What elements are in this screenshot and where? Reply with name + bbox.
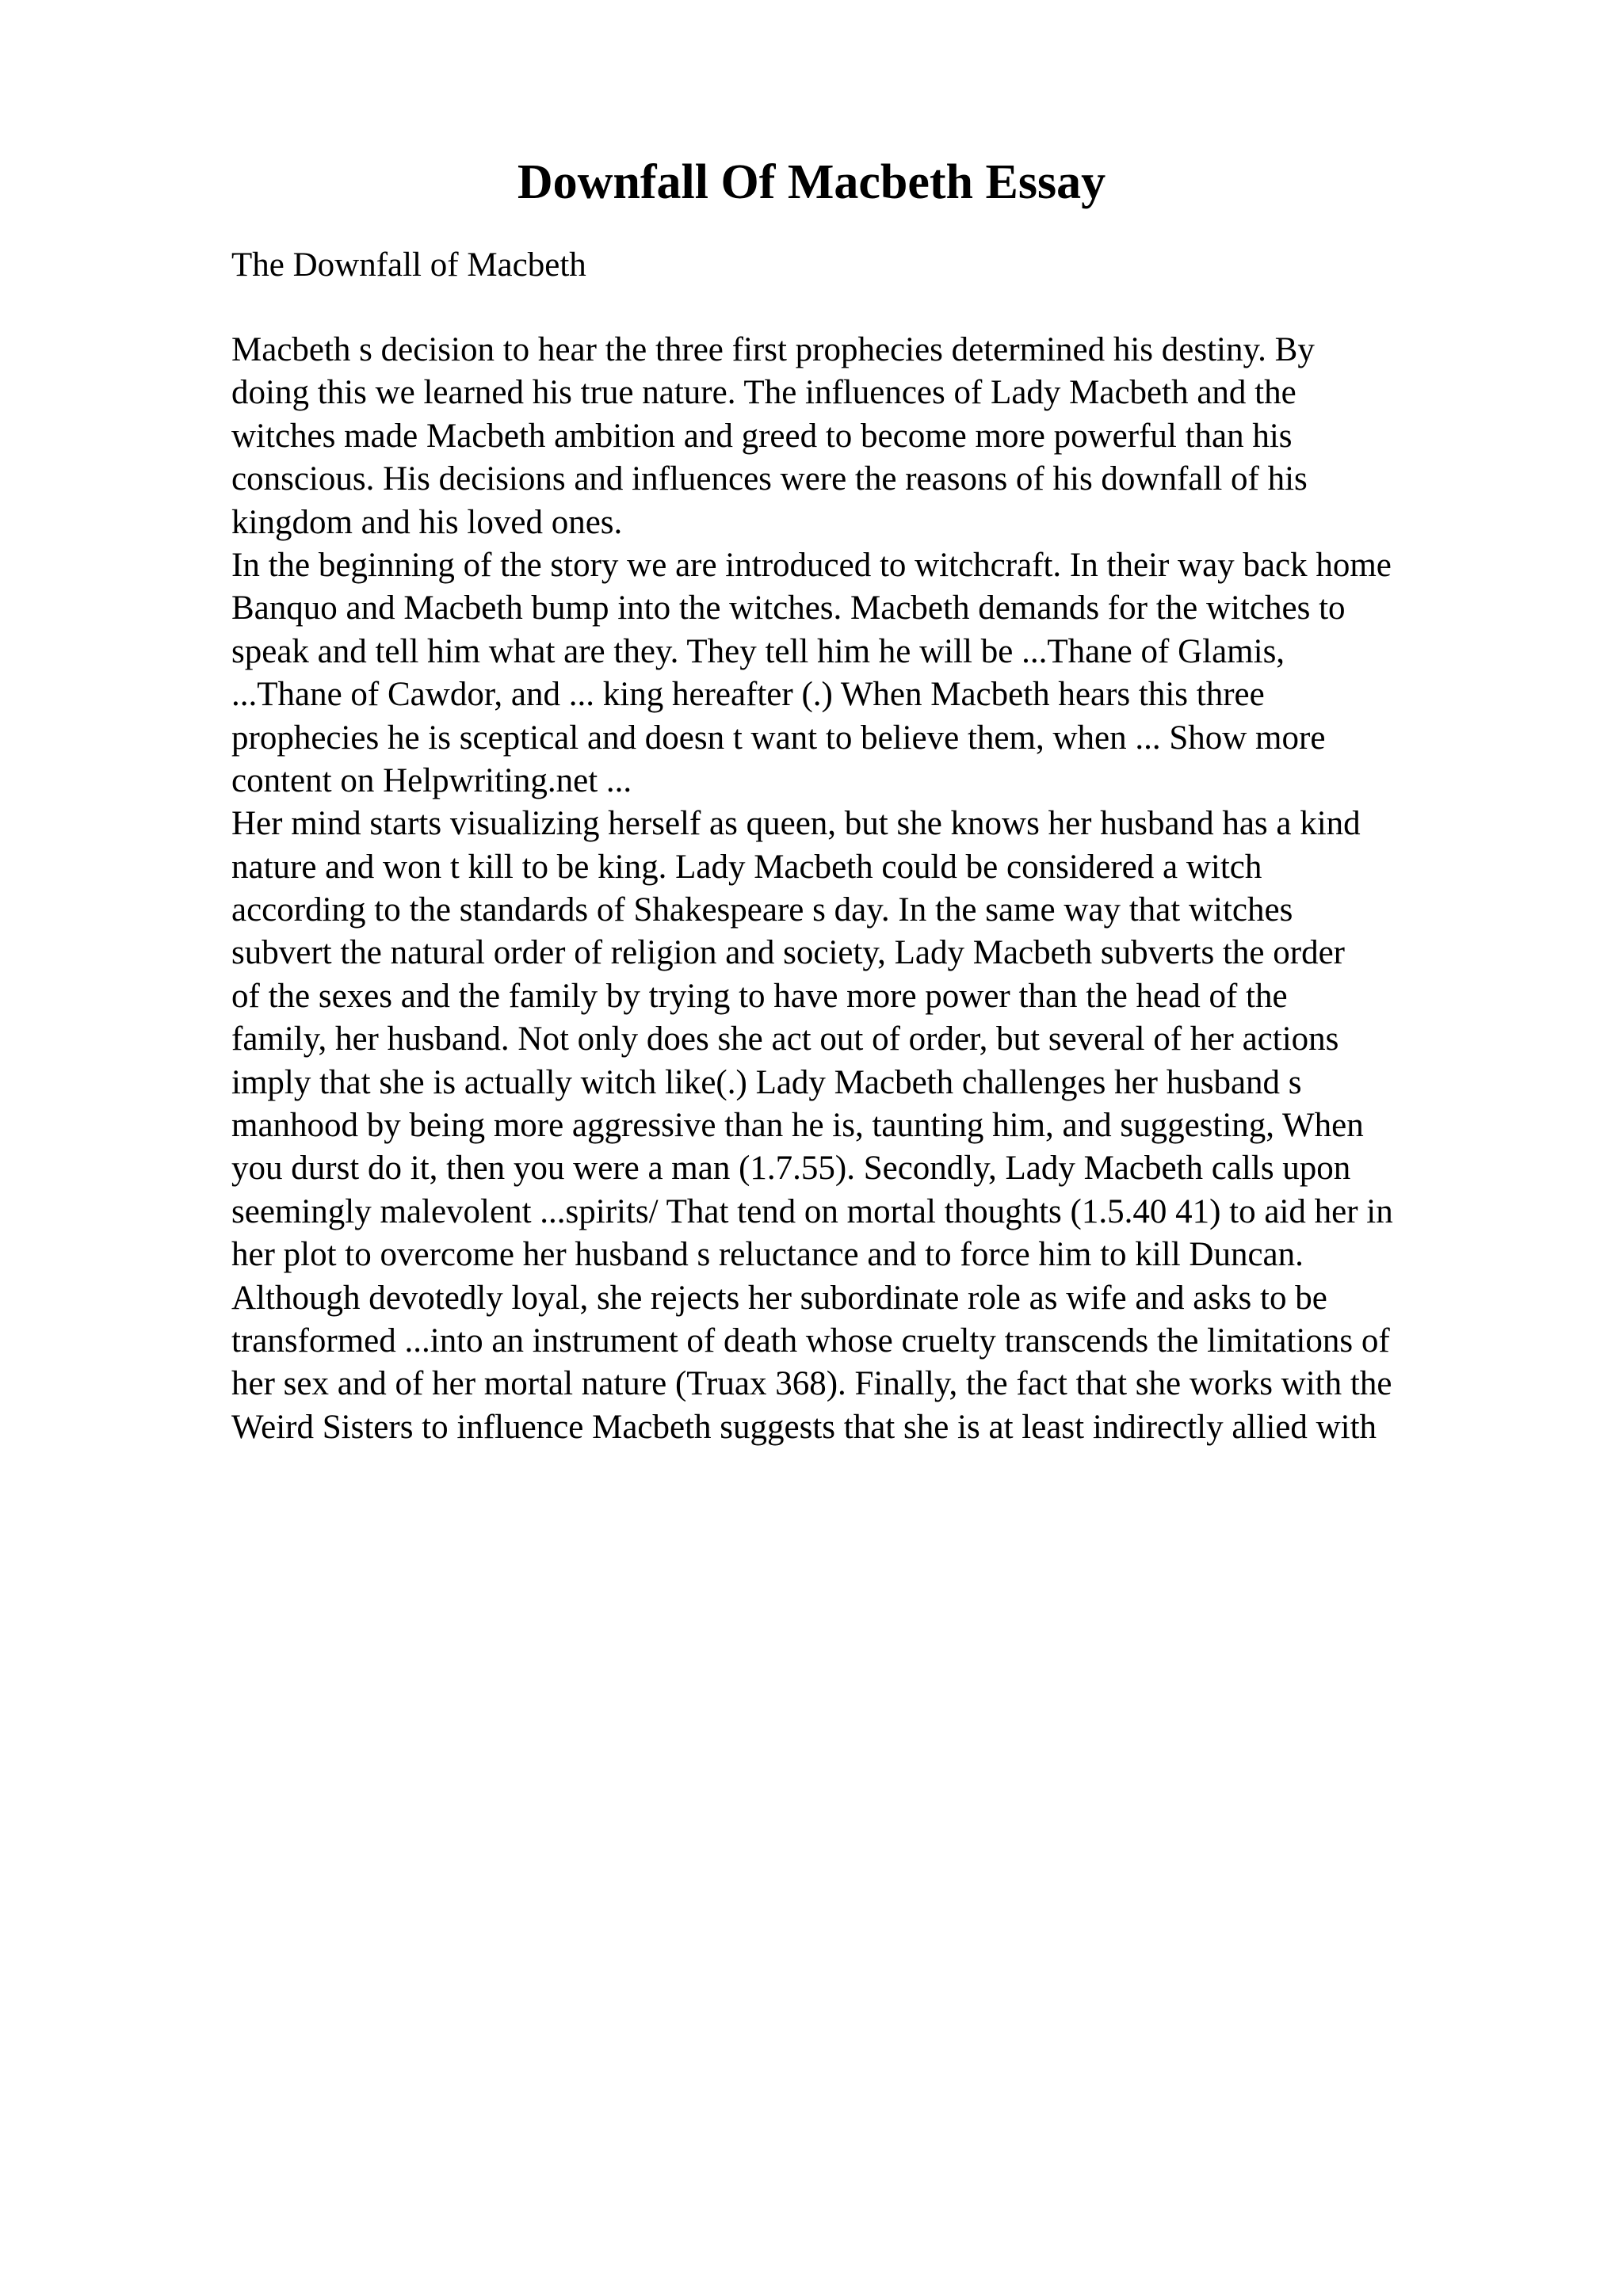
text-line: In the beginning of the story we are introduced to witchcraft. In their way back home bbox=[231, 546, 1392, 584]
text-line: her plot to overcome her husband s reluctance and to force him to kill Duncan. bbox=[231, 1236, 1304, 1274]
text-line: Banquo and Macbeth bump into the witches. Macbeth demands for the witches to bbox=[231, 589, 1346, 627]
document-subtitle: The Downfall of Macbeth bbox=[231, 246, 586, 284]
document-title: Downfall Of Macbeth Essay bbox=[517, 155, 1106, 209]
text-line: witches made Macbeth ambition and greed to become more powerful than his bbox=[231, 417, 1293, 455]
text-line: her sex and of her mortal nature (Truax 368). Finally, the fact that she works with the bbox=[231, 1365, 1392, 1403]
text-line: manhood by being more aggressive than he is, taunting him, and suggesting, When bbox=[231, 1107, 1364, 1145]
text-line: seemingly malevolent ...spirits/ That tend on mortal thoughts (1.5.40 41) to aid her in bbox=[231, 1192, 1393, 1230]
text-line: family, her husband. Not only does she act out of order, but several of her actions bbox=[231, 1020, 1339, 1058]
text-line: Macbeth s decision to hear the three first prophecies determined his destiny. By bbox=[231, 331, 1315, 368]
text-line: Although devotedly loyal, she rejects her subordinate role as wife and asks to be bbox=[231, 1279, 1327, 1317]
text-line: transformed ...into an instrument of death whose cruelty transcends the limitations of bbox=[231, 1322, 1390, 1360]
text-line: of the sexes and the family by trying to have more power than the head of the bbox=[231, 977, 1288, 1015]
text-line: subvert the natural order of religion and society, Lady Macbeth subverts the order bbox=[231, 934, 1345, 972]
text-line: content on Helpwriting.net ... bbox=[231, 761, 632, 799]
text-line: conscious. His decisions and influences were the reasons of his downfall of his bbox=[231, 460, 1308, 498]
text-line: imply that she is actually witch like(.) Lady Macbeth challenges her husband s bbox=[231, 1063, 1302, 1101]
text-line: prophecies he is sceptical and doesn t want to believe them, when ... Show more bbox=[231, 719, 1326, 757]
essay-body bbox=[231, 329, 1515, 1449]
text-line: Her mind starts visualizing herself as queen, but she knows her husband has a kind bbox=[231, 805, 1361, 843]
text-line: you durst do it, then you were a man (1.7.55). Secondly, Lady Macbeth calls upon bbox=[231, 1150, 1351, 1188]
text-line: kingdom and his loved ones. bbox=[231, 503, 623, 541]
text-line: ...Thane of Cawdor, and ... king hereafter (.) When Macbeth hears this three bbox=[231, 676, 1265, 714]
text-line: Weird Sisters to influence Macbeth suggests that she is at least indirectly allied with bbox=[231, 1408, 1377, 1446]
text-line: speak and tell him what are they. They tell him he will be ...Thane of Glamis, bbox=[231, 632, 1285, 670]
text-line: according to the standards of Shakespeare s day. In the same way that witches bbox=[231, 891, 1293, 929]
text-line: doing this we learned his true nature. The influences of Lady Macbeth and the bbox=[231, 374, 1296, 412]
text-line: nature and won t kill to be king. Lady Macbeth could be considered a witch bbox=[231, 848, 1262, 886]
